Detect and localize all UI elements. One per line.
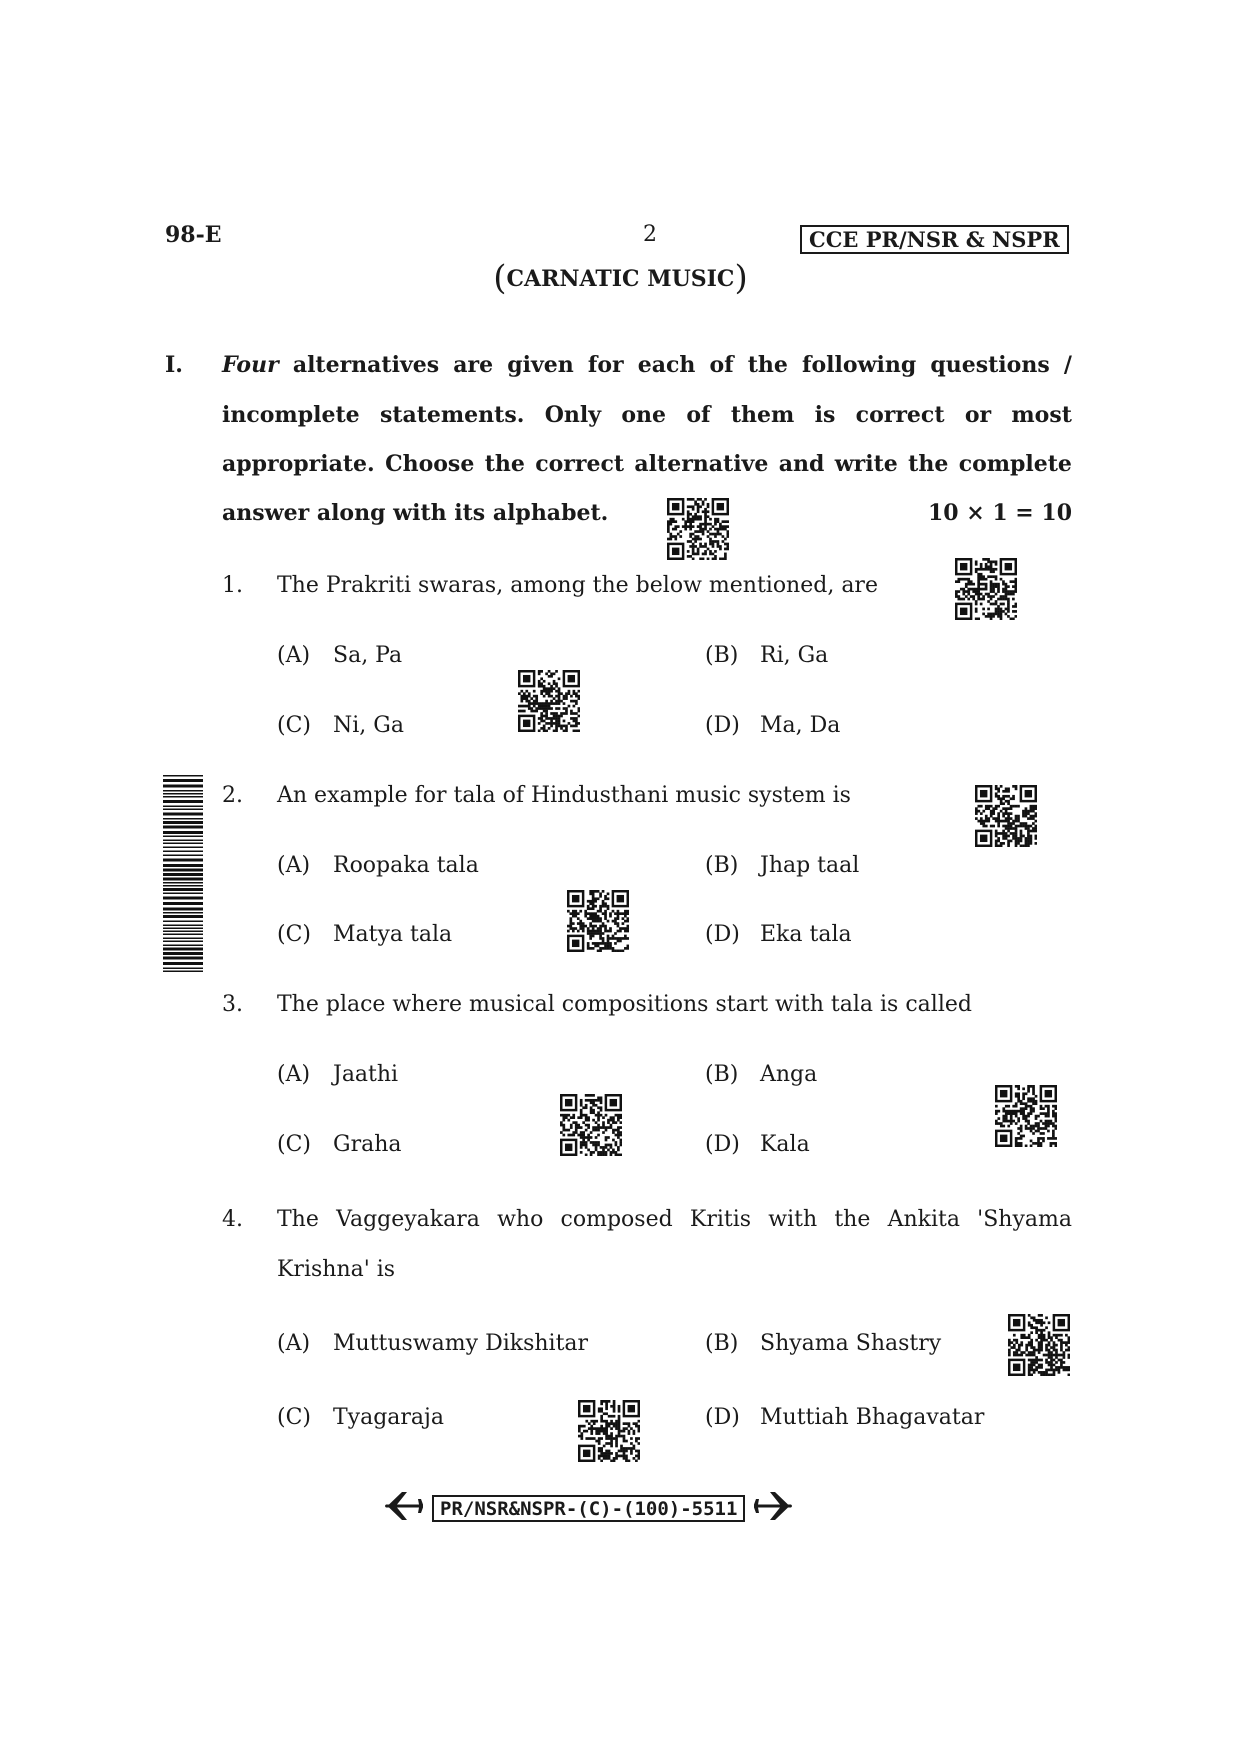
barcode-icon: [163, 775, 203, 975]
option-letter: (B): [705, 853, 739, 878]
option-text: Graha: [333, 1132, 402, 1157]
footer: [384, 1488, 834, 1528]
question-word: Ankita: [887, 1207, 960, 1232]
qr-code-icon: [1008, 1314, 1070, 1376]
option-text: Roopaka tala: [333, 853, 479, 878]
instruction-word: each: [637, 352, 696, 378]
question-word: Kritis: [689, 1207, 752, 1232]
question-text: [277, 1207, 1072, 1232]
qr-code-icon: [667, 498, 729, 560]
title-text: CARNATIC MUSIC: [506, 266, 735, 292]
qr-code-icon: [955, 558, 1017, 620]
instruction-word: statements.: [379, 402, 525, 428]
option-letter: (C): [277, 713, 311, 738]
option-letter: (D): [705, 1405, 740, 1430]
option-text: Muttiah Bhagavatar: [760, 1405, 985, 1430]
option-letter: (D): [705, 713, 740, 738]
qr-code-icon: [518, 670, 580, 732]
qr-code-icon: [995, 1085, 1057, 1147]
instruction-word: incomplete: [222, 402, 360, 428]
option-text: Kala: [760, 1132, 810, 1157]
instruction-word: /: [1063, 352, 1072, 378]
instruction-word: of: [709, 352, 734, 378]
option-text: Ni, Ga: [333, 713, 404, 738]
option-letter: (C): [277, 1405, 311, 1430]
title-close-paren: ): [734, 258, 748, 298]
marks-allocation: 10 × 1 = 10: [927, 500, 1072, 526]
option-text: Muttuswamy Dikshitar: [333, 1331, 589, 1356]
instruction-word: the: [908, 451, 949, 477]
instruction-line: [222, 451, 1072, 477]
instruction-word: most: [1011, 402, 1072, 428]
option-text: Eka tala: [760, 922, 852, 947]
option-text: Tyagaraja: [333, 1405, 444, 1430]
instruction-word: them: [730, 402, 795, 428]
instruction-word: appropriate.: [222, 451, 375, 477]
airplane-left-icon: [384, 1488, 426, 1528]
instruction-word: the: [747, 352, 788, 378]
footer-code: PR/NSR&NSPR-(C)-(100)-5511: [432, 1495, 745, 1522]
option-text: Ma, Da: [760, 713, 841, 738]
question-text: An example for tala of Hindusthani music system is: [277, 783, 851, 808]
instruction-word: correct: [535, 451, 625, 477]
instruction-word: are: [453, 352, 494, 378]
instruction-word: Choose: [385, 451, 475, 477]
paper-code: 98-E: [165, 222, 222, 248]
option-letter: (D): [705, 922, 740, 947]
question-word: composed: [560, 1207, 673, 1232]
qr-code-icon: [975, 785, 1037, 847]
question-word: with: [768, 1207, 818, 1232]
question-text: The place where musical compositions start with tala is called: [277, 992, 972, 1017]
section-number: I.: [165, 352, 183, 378]
question-word: The: [277, 1207, 319, 1232]
question-text-continued: Krishna' is: [277, 1257, 396, 1282]
option-text: Jaathi: [333, 1062, 399, 1087]
instruction-word: for: [587, 352, 624, 378]
title-open-paren: (: [493, 258, 507, 298]
instruction-word: questions: [930, 352, 1050, 378]
qr-code-icon: [560, 1094, 622, 1156]
instruction-word: or: [964, 402, 992, 428]
question-word: the: [834, 1207, 871, 1232]
instruction-word: Only: [544, 402, 602, 428]
instruction-word: following: [802, 352, 917, 378]
instruction-word: correct: [855, 402, 945, 428]
option-text: Anga: [760, 1062, 818, 1087]
instruction-word: alternatives: [292, 352, 440, 378]
question-word: who: [497, 1207, 544, 1232]
page-number: 2: [643, 222, 657, 247]
option-letter: (B): [705, 643, 739, 668]
instruction-word: is: [814, 402, 836, 428]
instruction-word: given: [507, 352, 574, 378]
instruction-line: [222, 352, 1072, 378]
option-letter: (A): [277, 1062, 311, 1087]
instruction-word: complete: [958, 451, 1072, 477]
question-word: 'Shyama: [977, 1207, 1072, 1232]
exam-code-box: CCE PR/NSR & NSPR: [800, 225, 1069, 254]
option-letter: (B): [705, 1062, 739, 1087]
instruction-word: and: [778, 451, 825, 477]
instruction-word: one: [621, 402, 667, 428]
qr-code-icon: [578, 1400, 640, 1462]
option-letter: (B): [705, 1331, 739, 1356]
option-letter: (A): [277, 1331, 311, 1356]
option-text: Jhap taal: [760, 853, 860, 878]
option-text: Ri, Ga: [760, 643, 829, 668]
instruction-word: of: [686, 402, 711, 428]
question-number: 4.: [222, 1207, 243, 1232]
option-letter: (A): [277, 853, 311, 878]
question-number: 2.: [222, 783, 243, 808]
instruction-word: the: [484, 451, 525, 477]
option-text: Sa, Pa: [333, 643, 403, 668]
question-text: The Prakriti swaras, among the below mentioned, are: [277, 573, 878, 598]
option-text: Matya tala: [333, 922, 453, 947]
option-text: Shyama Shastry: [760, 1331, 942, 1356]
option-letter: (D): [705, 1132, 740, 1157]
instruction-last-line: answer along with its alphabet.: [222, 500, 609, 526]
option-letter: (C): [277, 922, 311, 947]
question-word: Vaggeyakara: [336, 1207, 480, 1232]
airplane-right-icon: [751, 1488, 793, 1528]
instruction-line: [222, 402, 1072, 428]
instruction-word: alternative: [634, 451, 769, 477]
option-letter: (A): [277, 643, 311, 668]
instruction-word: Four: [222, 352, 279, 378]
instruction-word: write: [834, 451, 898, 477]
page-title: [0, 258, 1241, 298]
question-number: 1.: [222, 573, 243, 598]
qr-code-icon: [567, 890, 629, 952]
option-letter: (C): [277, 1132, 311, 1157]
question-number: 3.: [222, 992, 243, 1017]
